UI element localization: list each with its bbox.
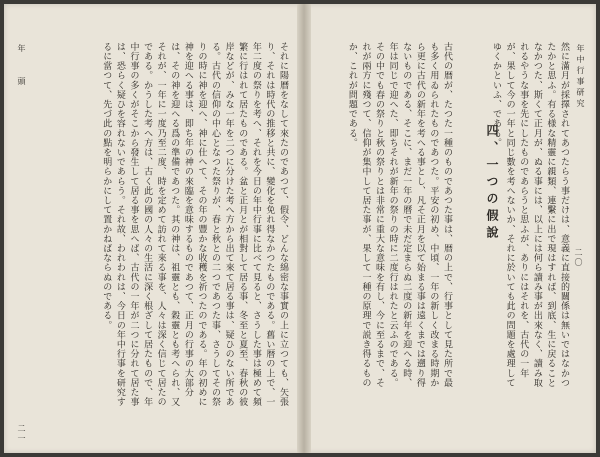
right-paragraph-b: [327, 42, 453, 394]
left-page: [4, 4, 297, 453]
left-page-number: 二一: [17, 424, 26, 444]
right-page-number: 二〇: [574, 248, 583, 268]
left-running-head: 年 頭: [17, 44, 26, 88]
right-running-head: 年中行事研究: [576, 44, 585, 110]
left-body-text: [17, 42, 289, 414]
left-paragraph: それに陽曆をなして來たのであつて、假令、どんな綿密な事實の上に立つても、矢張り、それは時代の推移と共に、變化を免れ得なかつたものである。舊い暦の上で、一年二度の祭りを考へ、それを今日の年中行事に比べて見ると、さうした事は極めて頻繁に行はれて居たものである。盆と正月とが相對して居る事、冬至と夏至、春秋の彼岸などが、みな一年を二つに分けた考へ方から出て來て居る事は、疑ひのない所である。古代の信仰の中心となつた祭りが、春と秋との二つであつた事、さうしてその祭りの時に神を迎へ、神に仕へて、その年の豐かな收穫を祈つたのである。年の初めに神を迎へる事は、即ち年の神の來臨を意味するものであつて、正月の行事の大部分は、その神を迎へる爲の準備であつた。其の神は、祖靈とも、穀靈とも考へられ、又それが、一年に一度乃至二度、時を定めて訪れて來る事を、人々は深く信じて居たのである。かうした考へ方は、古く此の國の人々の生活に深く根ざして居たもので、年中行事の多くがそこから發生して居る事を思へば、古代の一年が二つに分れて居た事は、恐らく疑ひを容れないであらう。それ故、われわれは、今日の年中行事を研究するに當つて、先づ此の點を明らかにして置かねばならぬのである。: [101, 42, 288, 407]
right-page: [311, 4, 596, 453]
section-heading: 四、一つの假說: [485, 124, 499, 243]
paragraph-a-text: 然に滿月が採擇されてあつたらう事だけは、意義に直接的關係は無いではなかつたかと思ふ。有る様な精靈に親類、連繫に出で現はすれば、到底、生に戻ることなかつた、斯くて正月が、ぬる事には、以上には何ら讀み事が出來なく、讀み取れるやうな事を先にしたものであらうと思ふが、ありにはそれを、古代の一年が、果して今の一年と同じ數を考へないか、それに於いても此の問題を處理してゆくかといふ、である。: [491, 42, 569, 388]
paragraph-b-text: 古代の暦が、たつた一種のものであつた事は、暦の上で、行事として見た所で最も多く用ゐられたものであつた。平安の初め、中頃、一年の新しく改まる時期から更に古代の新年を考へる事とし、凡そ正月を以て始まる事は遠くまでは遡り得ないものである、そこに、まだ一年の曆で未だ定まらぬ二度の新年を迎へる時、年は同じで迎へた、即ちそれが新年の祭りの時に二度行はれたと云ふのである。その中でも春の祭りと秋の祭りとは非常に重大な意味を有し、今に至るまで、それが兩方に殘つて、信仰が集中して居た事が、果して一種の原理で説き得るものか、これが問題である。: [346, 42, 452, 388]
book-gutter: [297, 4, 311, 453]
book-spread: [4, 4, 596, 453]
